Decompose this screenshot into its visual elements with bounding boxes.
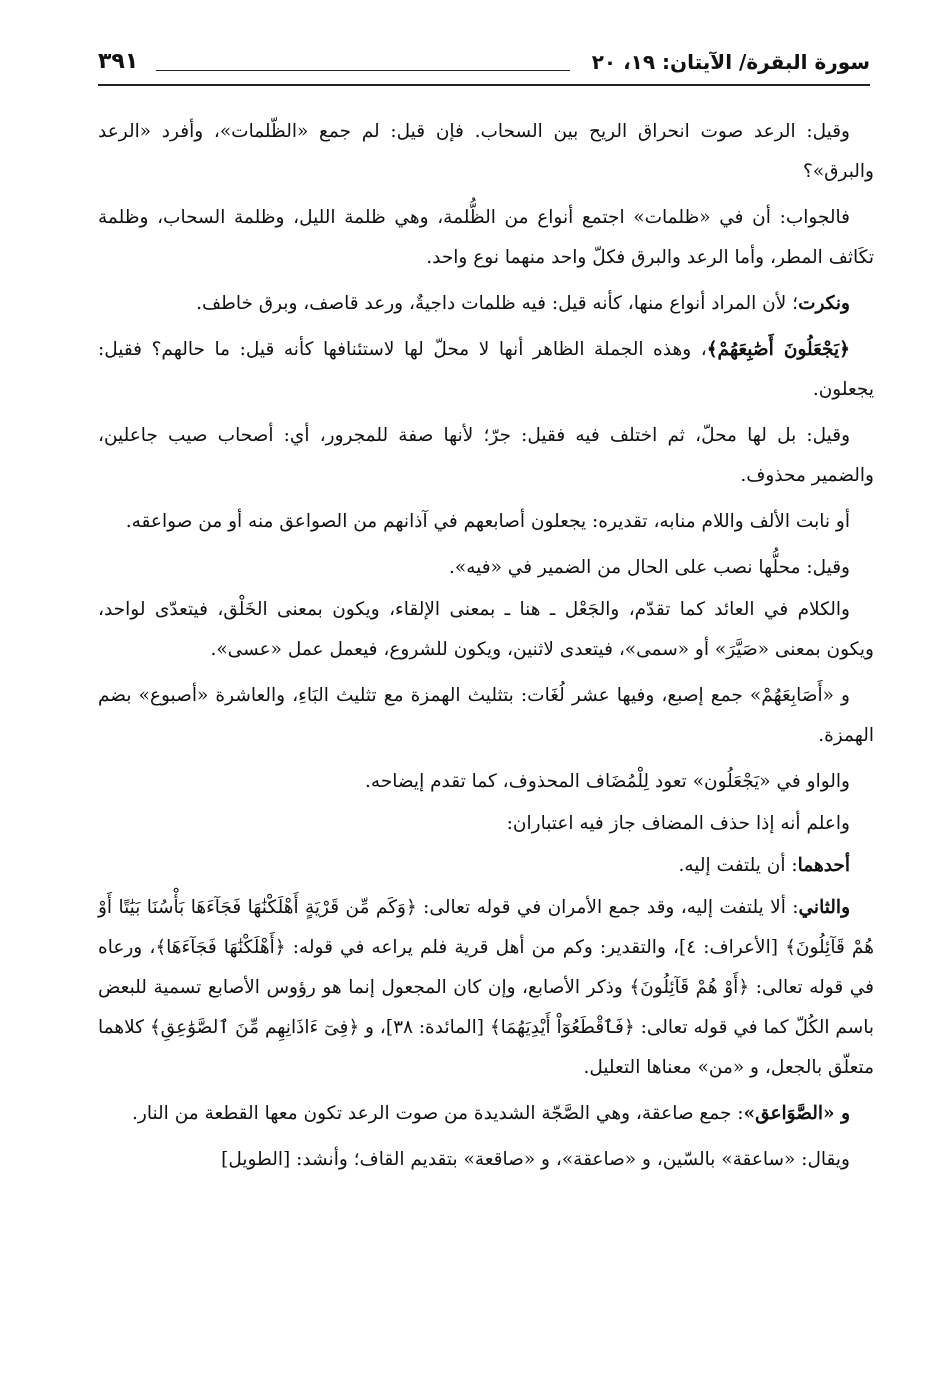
paragraph-lead: و «الصَّوَاعق» [743,1103,850,1124]
paragraph: والكلام في العائد كما تقدّم، والجَعْل ـ هنا ـ بمعنى الإلقاء، ويكون بمعنى الخَلْق، فيتعدّى لواحد، ويكون بمعنى «صَيَّرَ» أو «سمى»، فيتعدى لاثنين، ويكون للشروع، فيعمل عمل «عسى». [98,599,874,660]
page-header [98,44,870,86]
paragraph: فالجواب: أن في «ظلمات» اجتمع أنواع من الظُّلمة، وهي ظلمة الليل، وظلمة السحاب، وظلمة تكَاثف المطر، وأما الرعد والبرق فكلّ واحد منهما نوع واحد. [98,207,874,268]
paragraph: وقيل: محلُّها نصب على الحال من الضمير في «فيه». [449,557,850,578]
running-title: سورة البقرة/ الآيتان: ١٩، ٢٠ [591,50,870,74]
page-body [98,112,874,1186]
paragraph: أو نابت الألف واللام منابه، تقديره: يجعلون أصابعهم في آذانهم من الصواعق منه أو من صواعقه. [125,511,850,532]
paragraph: ونكرت؛ لأن المراد أنواع منها، كأنه قيل: فيه ظلمات داجيةٌ، ورعد قاصف، وبرق خاطف. [196,293,850,314]
paragraph: و «أَصَابِعَهُمْ» جمع إصبع، وفيها عشر لُغَات: بتثليث الهمزة مع تثليث البَاءِ، والعاشرة «أصبوع» بضم الهمزة. [98,685,874,746]
header-rule [156,70,570,71]
paragraph: أحدهما: أن يلتفت إليه. [678,855,850,876]
paragraph: واعلم أنه إذا حذف المضاف جاز فيه اعتباران: [506,813,850,834]
page-number: ٣٩١ [98,49,139,74]
paragraph: وقيل: بل لها محلّ، ثم اختلف فيه فقيل: جرّ؛ لأنها صفة للمجرور، أي: أصحاب صيب جاعلين، والضمير محذوف. [98,425,874,486]
paragraph: والواو في «يَجْعَلُون» تعود لِلْمُضَاف المحذوف، كما تقدم إيضاحه. [365,771,850,792]
paragraph: والثاني: ألا يلتفت إليه، وقد جمع الأمران في قوله تعالى: ﴿وَكَم مِّن قَرْيَةٍ أَهْلَكْنَٰهَا فَجَآءَهَا بَأْسُنَا بَيَٰتًا أَوْ هُمْ قَآئِلُونَ﴾ [الأعراف: ٤]، والتقدير: وكم من أهل قرية فلم يراعه في قوله: ﴿أَهْلَكْنَٰهَا فَجَآءَهَا﴾، ورعاه في قوله تعالى: ﴿أَوْ هُمْ قَآئِلُونَ﴾ وذكر الأصابع، وإن كان المجعول إنما هو رؤوس الأصابع تسمية للبعض باسم الكُلّ كما في قوله تعالى: ﴿فَٱقْطَعُوٓاْ أَيْدِيَهُمَا﴾ [المائدة: ٣٨]، و ﴿فِىٓ ءَاذَانِهِم مِّنَ ٱلصَّوَٰعِقِ﴾ كلاهما متعلّق بالجعل، و «من» معناها التعليل. [98,897,874,1078]
paragraph-lead: والثاني [798,897,850,918]
paragraph-lead: ونكرت [798,293,850,314]
quran-quote: ﴿يَجْعَلُونَ أَصَٰبِعَهُمْ﴾ [706,339,850,360]
paragraph: ويقال: «ساعقة» بالسّين، و «صاعقة»، و «صاقعة» بتقديم القاف؛ وأنشد: [الطويل] [221,1149,850,1170]
paragraph: وقيل: الرعد صوت انحراق الريح بين السحاب. فإن قيل: لم جمع «الظّلمات»، وأفرد «الرعد والبرق»؟ [98,121,874,182]
paragraph: ﴿يَجْعَلُونَ أَصَٰبِعَهُمْ﴾، وهذه الجملة الظاهر أنها لا محلّ لها لاستئنافها كأنه قيل: ما حالهم؟ فقيل: يجعلون. [98,339,874,400]
paragraph: و «الصَّوَاعق»: جمع صاعقة، وهي الصَّجّة الشديدة من صوت الرعد تكون معها القطعة من النار. [132,1103,850,1124]
paragraph-lead: أحدهما [797,855,850,876]
